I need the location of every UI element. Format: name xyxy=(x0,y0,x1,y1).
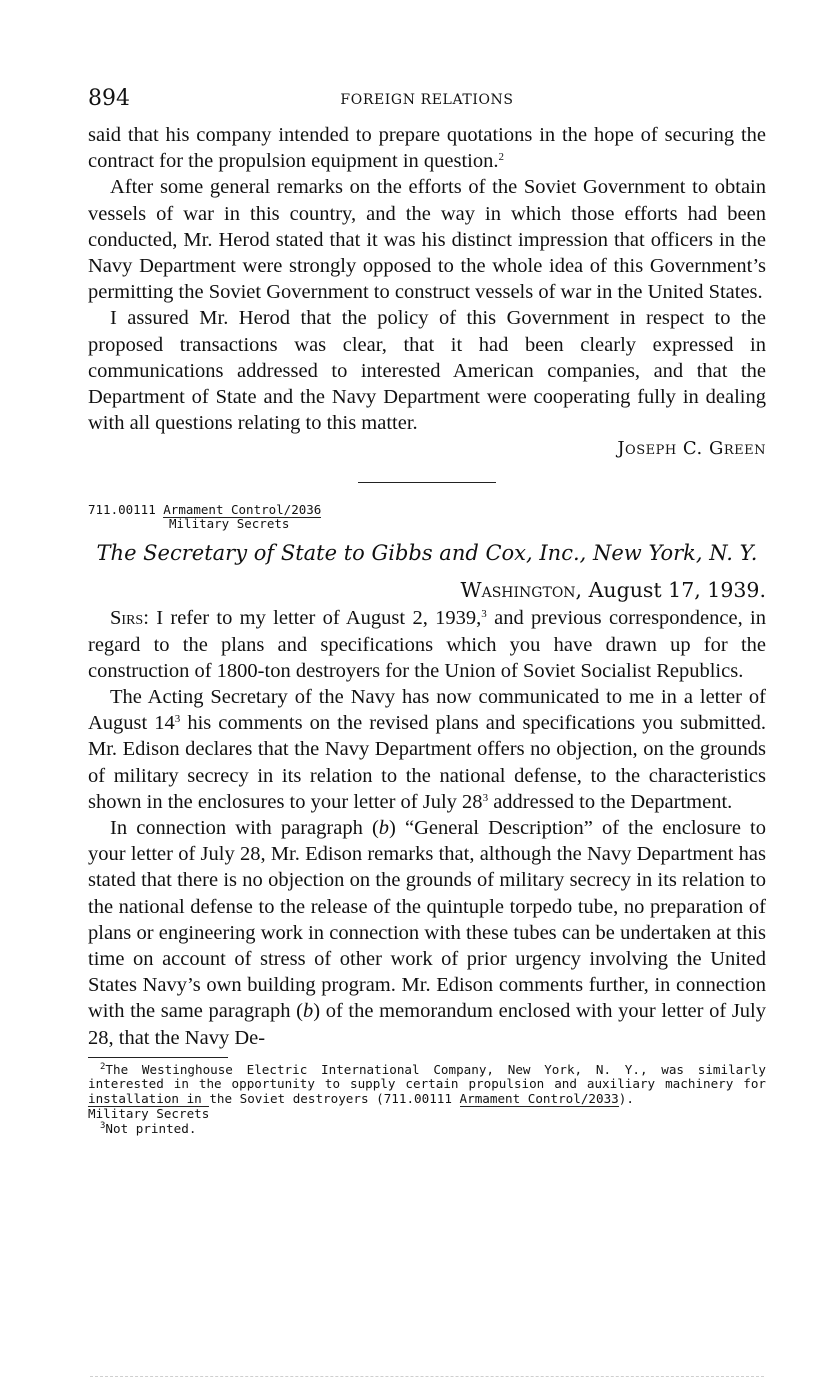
intro-paragraph-2: After some general remarks on the efforts of the Soviet Government to obtain vessels of war in this country, and the way in which those efforts had been conducted, Mr. Herod stated that it was his distinct impression that officers in the Navy Department were strongly opposed to the whole idea of this Government’s permitting the Soviet Government to construct vessels of war in the United States. xyxy=(88,176,766,304)
letter-paragraph-3-c: ) of the memorandum enclosed with your letter of July 28, that the Navy De- xyxy=(88,1000,766,1049)
letter-paragraph-3-a: In connection with paragraph ( xyxy=(110,817,379,840)
footnote-2-sub-line xyxy=(88,1106,766,1121)
footnote-2-ref: Armament Control/2033 xyxy=(459,1090,619,1106)
intro-paragraph-1-text: said that his company intended to prepare quotations in the hope of securing the contract for the propulsion equipment in question. xyxy=(88,124,766,173)
footnote-3-text: Not printed. xyxy=(105,1120,197,1136)
file-number: 711.00111 xyxy=(88,502,156,518)
footnote-3-mark: 3 xyxy=(100,1120,106,1131)
signature: Joseph C. Green xyxy=(617,438,766,460)
footnote-ref-3b: 3 xyxy=(174,713,181,726)
letter-paragraph-1-b: and previous correspondence, in regard to the plans and specifications which you have drawn up for the construction of 1800-ton destroyers for the Union of Soviet Socialist Republics. xyxy=(88,607,766,682)
section-divider xyxy=(358,482,496,483)
letter-paragraph-2-c: addressed to the Department. xyxy=(488,790,733,813)
intro-paragraph-3: I assured Mr. Herod that the policy of this Government in respect to the proposed transactions was clear, that it had been clearly expressed in communications addressed to interested American companies, and that the Department of State and the Navy Department were cooperating fully in dealing with all questions relating to this matter. xyxy=(88,307,766,435)
page-number: 894 xyxy=(88,86,130,111)
document-page xyxy=(88,86,766,1136)
letter-paragraph-3 xyxy=(88,815,766,1051)
file-reference-sub: Military Secrets xyxy=(169,516,290,532)
footnote-divider xyxy=(88,1057,228,1058)
letter-paragraph-1-a: : I refer to my letter of August 2, 1939, xyxy=(143,607,482,630)
letter-paragraph-2 xyxy=(88,684,766,815)
footnote-ref-2: 2 xyxy=(498,151,504,164)
file-ref-link: Armament Control/2036 xyxy=(163,502,322,518)
dateline-place: Washington xyxy=(460,578,576,603)
page-bottom-edge xyxy=(90,1376,764,1377)
footnote-2 xyxy=(88,1063,766,1106)
footnote-3 xyxy=(88,1122,766,1136)
dateline xyxy=(88,577,766,603)
footnote-2-text: The Westinghouse Electric International Company, New York, N. Y., was similarly interested in the opportunity to supply certain propulsion and auxiliary machinery for installation in the Soviet destroyers (711.00111 xyxy=(88,1061,766,1106)
letter-paragraph-2-b: his comments on the revised plans and specifications you submitted. Mr. Edison declares that the Navy Department offers no objection, on the grounds of military secrecy in its relation to the national defense, to the characteristics shown in the enclosures to your letter of July 28 xyxy=(88,712,766,813)
letter-paragraph-3-b: ) “General Description” of the enclosure to your letter of July 28, Mr. Edison remarks that, although the Navy Department has stated that there is no objection on the grounds of military secrecy in its relation to the national defense to the release of the quintuple torpedo tube, no preparation of plans or engineering work in connection with these tubes can be undertaken at this time on account of stress of other work of prior urgency involving the United States Navy’s own building program. Mr. Edison comments further, in connection with the same paragraph ( xyxy=(88,817,766,1023)
dateline-date: , August 17, 1939. xyxy=(575,578,766,603)
letter-paragraph-2-a: The Acting Secretary of the Navy has now communicated to me in a letter of August 14 xyxy=(88,686,766,735)
footnote-2-mark: 2 xyxy=(100,1061,106,1072)
footnote-ref-3c: 3 xyxy=(482,791,489,804)
footnote-2-sub: Military Secrets xyxy=(88,1106,210,1122)
intro-paragraph-1 xyxy=(88,122,766,174)
salutation: Sirs xyxy=(110,607,144,630)
paragraph-letter-b: b xyxy=(378,817,390,840)
file-reference xyxy=(88,503,766,517)
letter-paragraph-1 xyxy=(88,605,766,684)
paragraph-letter-b-2: b xyxy=(302,1000,314,1023)
document-title: The Secretary of State to Gibbs and Cox, Inc., New York, N. Y. xyxy=(96,541,758,566)
footnote-2-end: ). xyxy=(618,1090,634,1106)
footnote-ref-3a: 3 xyxy=(481,608,487,621)
page-header xyxy=(88,86,766,116)
running-head: FOREIGN RELATIONS xyxy=(340,92,514,108)
